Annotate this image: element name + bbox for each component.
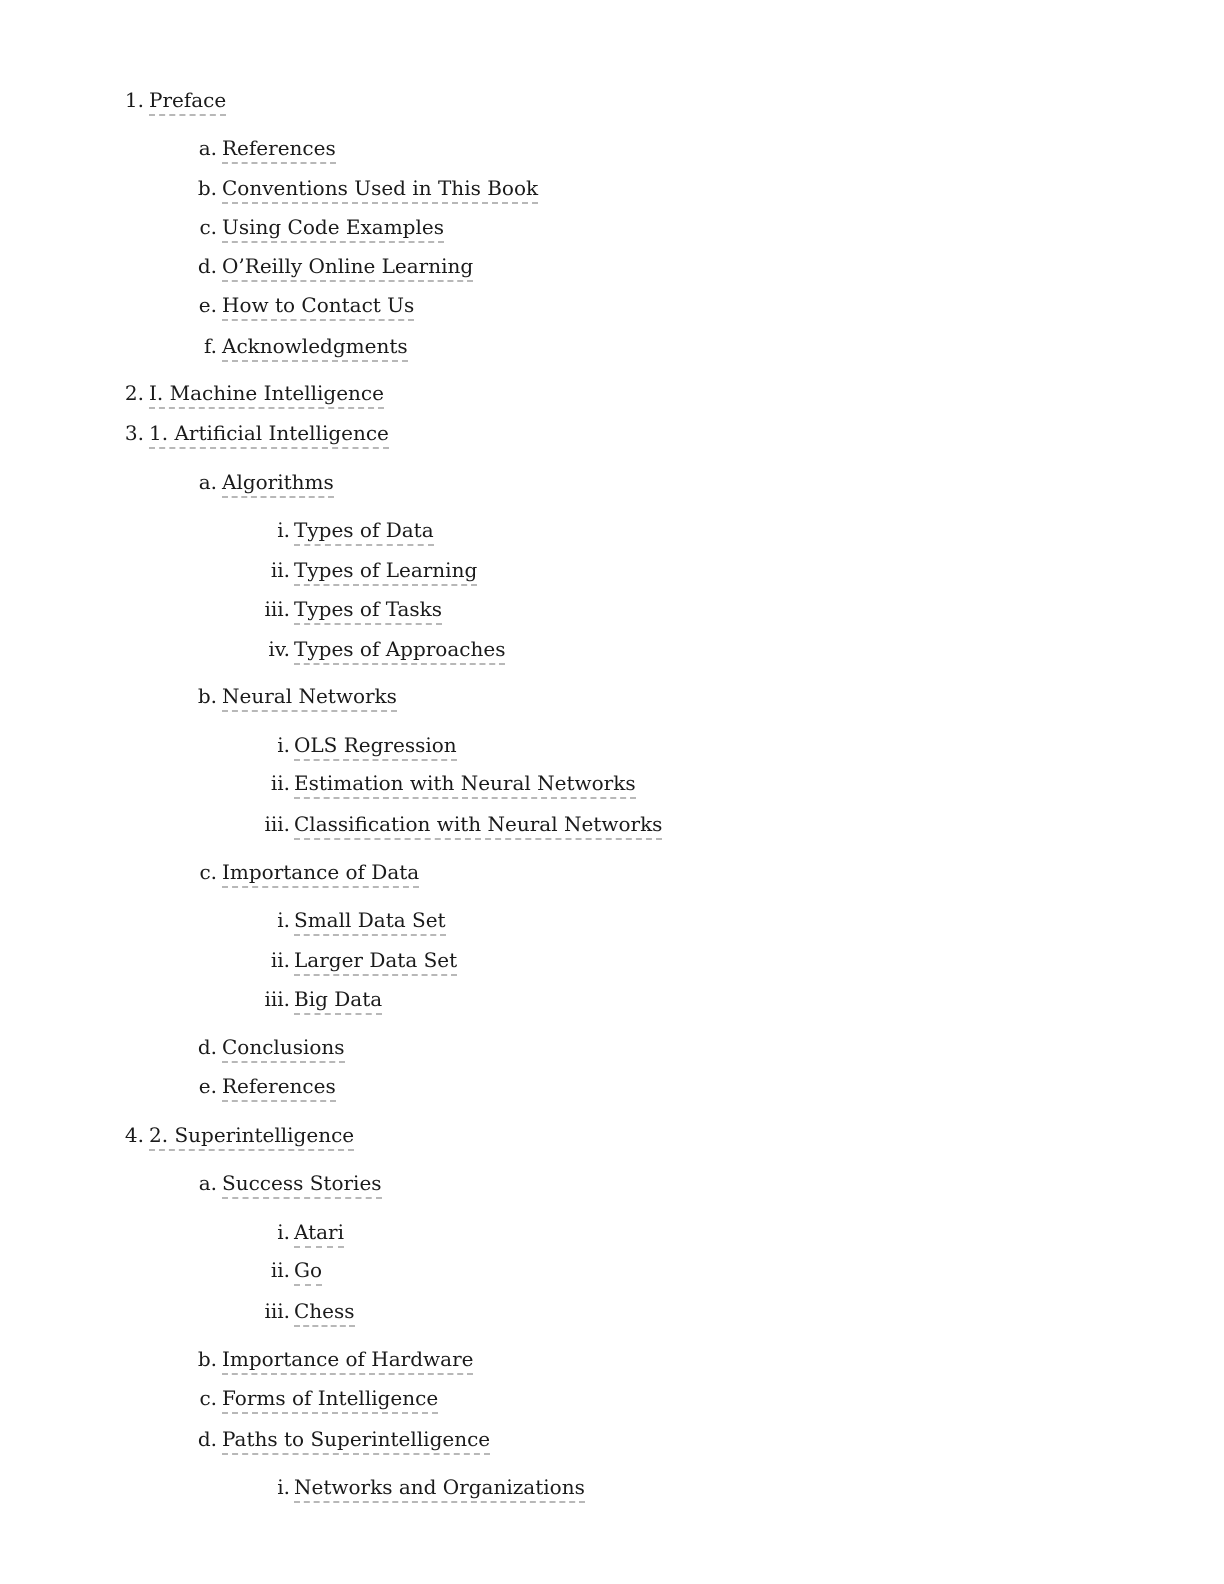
toc-link[interactable]: Importance of Data [222,859,419,888]
toc-link[interactable]: How to Contact Us [222,292,414,321]
toc-entry [0,986,1224,1016]
toc-marker: d. [197,1427,217,1451]
toc-marker: e. [198,293,217,317]
toc-marker: b. [197,176,217,200]
toc-marker: d. [197,1035,217,1059]
toc-entry [0,1346,1224,1376]
toc-entry [0,596,1224,626]
toc-link[interactable]: Networks and Organizations [294,1474,585,1503]
toc-entry [0,175,1224,205]
toc-entry [0,1073,1224,1103]
toc-marker: c. [199,215,217,239]
toc-link[interactable]: Algorithms [222,469,334,498]
toc-marker: a. [198,470,217,494]
toc-entry [0,732,1224,762]
toc-entry [0,1034,1224,1064]
toc-link[interactable]: References [222,135,336,164]
toc-entry [0,1385,1224,1415]
toc-entry [0,292,1224,322]
toc-marker: e. [198,1074,217,1098]
toc-entry [0,420,1224,450]
toc-entry [0,135,1224,165]
toc-marker: a. [198,1171,217,1195]
toc-entry [0,1298,1224,1328]
toc-marker: i. [277,1475,290,1499]
toc-marker: c. [199,1386,217,1410]
toc-marker: d. [197,254,217,278]
toc-link[interactable]: Classification with Neural Networks [294,811,662,840]
toc-link[interactable]: OLS Regression [294,732,457,761]
toc-marker: ii. [270,1258,290,1282]
toc-link[interactable]: Paths to Superintelligence [222,1426,490,1455]
toc-entry [0,380,1224,410]
toc-entry [0,1122,1224,1152]
toc-entry [0,214,1224,244]
toc-link[interactable]: Forms of Intelligence [222,1385,438,1414]
toc-marker: f. [203,334,217,358]
toc-entry [0,683,1224,713]
toc-marker: i. [277,518,290,542]
toc-marker: iii. [264,597,290,621]
toc-link[interactable]: Preface [149,87,226,116]
toc-marker: iii. [264,812,290,836]
toc-link[interactable]: Types of Tasks [294,596,442,625]
toc-link[interactable]: Conventions Used in This Book [222,175,538,204]
toc-marker: c. [199,860,217,884]
toc-link[interactable]: 1. Artificial Intelligence [149,420,389,449]
toc-marker: iii. [264,987,290,1011]
toc-marker: i. [277,1220,290,1244]
toc-entry [0,907,1224,937]
toc-link[interactable]: Using Code Examples [222,214,444,243]
toc-link[interactable]: 2. Superintelligence [149,1122,354,1151]
toc-link[interactable]: Estimation with Neural Networks [294,770,636,799]
toc-link[interactable]: Types of Data [294,517,434,546]
toc-marker: b. [197,684,217,708]
toc-entry [0,557,1224,587]
toc-link[interactable]: Go [294,1257,322,1286]
toc-link[interactable]: References [222,1073,336,1102]
toc-link[interactable]: Chess [294,1298,355,1327]
toc-marker: a. [198,136,217,160]
toc-entry [0,253,1224,283]
toc-entry [0,87,1224,117]
toc-link[interactable]: Neural Networks [222,683,397,712]
toc-marker: 2. [124,381,144,405]
toc-entry [0,1474,1224,1504]
toc-link[interactable]: Success Stories [222,1170,382,1199]
toc-link[interactable]: O’Reilly Online Learning [222,253,473,282]
toc-marker: ii. [270,948,290,972]
toc-entry [0,636,1224,666]
toc-entry [0,1219,1224,1249]
toc-link[interactable]: Types of Approaches [294,636,505,665]
toc-entry [0,1426,1224,1456]
toc-marker: iv. [268,637,290,661]
toc-entry [0,469,1224,499]
toc-link[interactable]: Acknowledgments [222,333,408,362]
toc-marker: ii. [270,558,290,582]
toc-marker: iii. [264,1299,290,1323]
toc-link[interactable]: Atari [294,1219,344,1248]
toc-entry [0,517,1224,547]
toc-entry [0,859,1224,889]
toc-marker: 1. [124,88,144,112]
toc-marker: ii. [270,771,290,795]
toc-entry [0,770,1224,800]
toc-entry [0,811,1224,841]
toc-link[interactable]: Types of Learning [294,557,477,586]
toc-marker: i. [277,908,290,932]
toc-marker: 3. [124,421,144,445]
toc-link[interactable]: Importance of Hardware [222,1346,473,1375]
toc-marker: i. [277,733,290,757]
toc-marker: 4. [124,1123,144,1147]
toc-link[interactable]: Conclusions [222,1034,345,1063]
toc-entry [0,1257,1224,1287]
toc-entry [0,1170,1224,1200]
toc-entry [0,947,1224,977]
toc-marker: b. [197,1347,217,1371]
toc-link[interactable]: Larger Data Set [294,947,457,976]
toc-link[interactable]: I. Machine Intelligence [149,380,384,409]
toc-link[interactable]: Big Data [294,986,382,1015]
toc-link[interactable]: Small Data Set [294,907,446,936]
toc-entry [0,333,1224,363]
